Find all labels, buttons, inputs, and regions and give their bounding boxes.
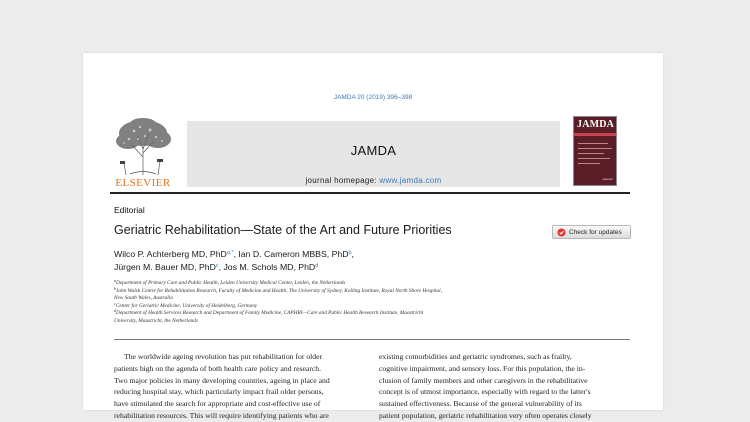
cover-line xyxy=(578,158,610,159)
body-line: patients high on the agenda of both health care policy and research. xyxy=(114,363,322,373)
affiliation-text: University, Maastricht, the Netherlands xyxy=(114,317,199,324)
homepage-link[interactable]: www.jamda.com xyxy=(379,176,442,185)
homepage-label: journal homepage: xyxy=(305,176,377,185)
journal-name[interactable]: JAMDA xyxy=(350,143,397,158)
author-list: Wilco P. Achterberg MD, PhD$^{a,*}$, Ian D. Cameron MBBS, PhD$^b$, Jürgen M. Bauer MD, PhD$^c$, Jos M. Schols MD, PhD$^d$ xyxy=(114,249,354,272)
affiliation-marker: c xyxy=(114,300,116,306)
cover-line xyxy=(578,153,604,154)
cover-title: JAMDA xyxy=(577,119,615,130)
body-line: have stimulated the search for appropriate and cost-effective use of xyxy=(114,399,321,409)
body-divider xyxy=(114,339,630,340)
affiliation-text: John Walsh Centre for Rehabilitation Research, Faculty of Medicine and Health, The University of Sydney, Kolling Institute, Royal North Shore Hospital, xyxy=(116,287,442,294)
header-divider xyxy=(110,192,630,194)
body-line: cognitive impairment, and sensory loss. For this population, the in- xyxy=(379,363,586,373)
author-affiliation-marker[interactable]: b xyxy=(348,250,352,256)
body-line: clusion of family members and other caregivers in the rehabilitative xyxy=(379,375,588,385)
author-affiliation-marker[interactable]: d xyxy=(315,263,319,269)
author-affiliation-marker[interactable]: c xyxy=(215,263,219,269)
body-line: rehabilitation resources. This will require identifying patients who are xyxy=(114,410,329,420)
affiliation-marker: b xyxy=(114,285,116,291)
cover-line xyxy=(578,148,612,149)
affiliation-text: Center for Geriatric Medicine, University of Heidelberg, Germany xyxy=(115,302,258,309)
author-name[interactable]: Jos M. Schols MD, PhD xyxy=(223,262,316,272)
journal-banner xyxy=(187,121,560,187)
article-type: Editorial xyxy=(114,205,145,215)
author-name[interactable]: Wilco P. Achterberg MD, PhD xyxy=(114,249,227,259)
body-line: The worldwide ageing revolution has put rehabilitation for older xyxy=(124,352,323,361)
cover-line xyxy=(578,163,600,164)
affiliation-item xyxy=(114,280,574,288)
body-line: Two major policies in many developing countries, ageing in place and xyxy=(114,375,330,385)
affiliation-list xyxy=(114,280,574,326)
journal-cover-thumbnail[interactable] xyxy=(573,116,617,186)
article-page xyxy=(83,53,663,420)
elsevier-wordmark: ELSEVIER xyxy=(115,177,171,189)
author-name[interactable]: Ian D. Cameron MBBS, PhD xyxy=(238,249,349,259)
author-name[interactable]: Jürgen M. Bauer MD, PhD xyxy=(114,262,216,272)
check-for-updates-label: Check for updates xyxy=(569,228,622,236)
body-line: reducing hospital stay, which particularly impact frail older persons, xyxy=(114,387,324,397)
crossmark-icon xyxy=(557,228,566,237)
journal-homepage xyxy=(187,176,560,185)
body-line: patient population, geriatric rehabilitation very often operates closely xyxy=(379,410,592,420)
affiliation-text: Department of Health Services Research and Department of Family Medicine, CAPHRI—Care and Public Health Research Institute, Maastricht xyxy=(116,310,424,317)
cover-band xyxy=(574,133,616,136)
journal-citation[interactable]: JAMDA 20 (2019) 396–398 xyxy=(333,94,413,101)
check-for-updates-button[interactable] xyxy=(552,225,631,239)
cover-brand: elsevier xyxy=(602,177,613,181)
body-line: existing comorbidities and geriatric syndromes, such as frailty, xyxy=(379,352,572,361)
affiliation-marker: a xyxy=(114,278,116,283)
author-affiliation-marker[interactable]: a,* xyxy=(226,250,234,256)
affiliation-marker: d xyxy=(114,308,116,314)
affiliation-text: Department of Primary Care and Public Health, Leiden University Medical Center, Leiden, the Netherlands xyxy=(116,280,346,286)
body-line: concept is of utmost importance, especially with regard to the latter's xyxy=(379,387,591,397)
article-title: Geriatric Rehabilitation—State of the Art and Future Priorities xyxy=(114,223,452,237)
cover-line xyxy=(578,143,608,144)
body-line: sustained effectiveness. Because of the general vulnerability of its xyxy=(379,399,582,409)
affiliation-item xyxy=(114,310,574,325)
elsevier-logo[interactable] xyxy=(110,117,176,189)
elsevier-tree-icon xyxy=(110,117,176,177)
body-column-left xyxy=(114,351,365,422)
affiliation-item xyxy=(114,285,574,303)
affiliation-text: New South Wales, Australia xyxy=(114,295,173,302)
body-column-right xyxy=(379,351,630,422)
